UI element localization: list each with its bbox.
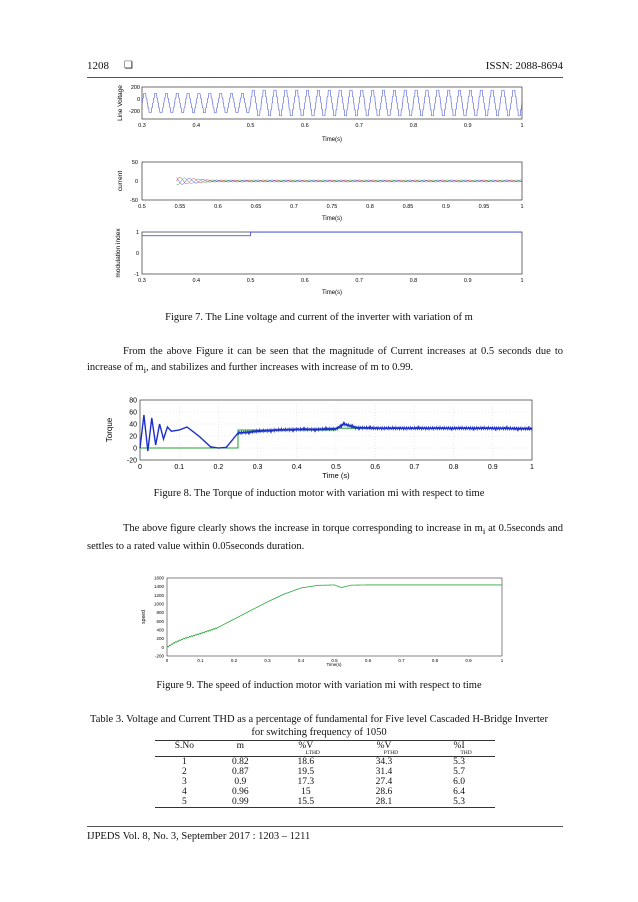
modulation-line	[142, 232, 522, 236]
torque-yticks	[127, 397, 137, 464]
x-tick-label: 0.8	[409, 278, 418, 284]
speed-ylabel: speed	[141, 610, 147, 624]
x-tick-label: 0	[165, 658, 169, 663]
y-tick-label: 200	[130, 84, 140, 91]
speed-series-line	[167, 585, 502, 647]
current-xlabel: Time(s)	[321, 216, 343, 222]
figure7-plots	[112, 82, 532, 304]
x-tick-label: 1	[520, 204, 524, 210]
x-tick-label: 0.9	[465, 658, 472, 663]
table-cell: 0.9	[234, 777, 247, 787]
y-tick-label: 400	[156, 627, 164, 633]
y-tick-label: 50	[131, 159, 138, 166]
y-tick-label: 1200	[153, 592, 164, 598]
current-xticks	[138, 204, 523, 210]
x-tick-label: 1	[520, 123, 524, 129]
y-tick-label: -200	[154, 653, 164, 659]
y-tick-label: -1	[134, 271, 139, 278]
x-tick-label: 0.3	[138, 123, 146, 129]
y-tick-label: 800	[156, 610, 164, 616]
voltage-ylabel: Line Voltage	[117, 85, 124, 121]
x-tick-label: 0.2	[230, 658, 238, 663]
modulation-ylabel: modulation index	[115, 228, 122, 278]
current-yticks	[130, 160, 138, 204]
issn: ISSN: 2088-8694	[485, 60, 563, 72]
x-tick-label: 0.6	[364, 658, 372, 663]
y-tick-label: 0	[133, 445, 137, 453]
table-cell: 5.7	[453, 767, 466, 777]
y-tick-label: 0	[135, 250, 139, 257]
x-tick-label: 0.7	[398, 658, 405, 663]
table-cell: 0.87	[232, 767, 249, 777]
current-phase-line	[177, 178, 522, 185]
y-tick-label: 1000	[153, 601, 164, 607]
current-subplot	[117, 160, 524, 222]
y-tick-label: 600	[156, 618, 164, 624]
x-tick-label: 0.7	[290, 204, 298, 210]
figure7-caption: Figure 7. The Line voltage and current of the inverter with variation of m	[165, 312, 473, 323]
table-row	[155, 767, 495, 777]
y-tick-label: 1600	[153, 575, 164, 581]
table-cell: 34.3	[375, 757, 393, 767]
x-tick-label: 0.85	[402, 204, 414, 210]
x-tick-label: 0.3	[264, 658, 271, 663]
y-tick-label: 40	[129, 421, 137, 429]
x-tick-label: 0.6	[301, 123, 309, 129]
figure9-speed-plot	[135, 572, 515, 668]
x-tick-label: 0.4	[192, 123, 201, 129]
x-tick-label: 1	[520, 278, 524, 284]
x-tick-label: 0.2	[213, 464, 224, 471]
x-tick-label: 1	[500, 658, 504, 663]
table-cell: 17.3	[297, 777, 315, 787]
figure8-torque-plot	[100, 392, 540, 480]
table-cell: 19.5	[297, 767, 315, 777]
table-cell: 28.1	[345, 797, 423, 808]
x-tick-label: 0.9	[463, 123, 472, 129]
speed-xlabel: Time(s)	[326, 662, 342, 667]
table-cell: 31.4	[375, 767, 393, 777]
y-tick-label: -200	[128, 108, 140, 115]
voltage-subplot	[117, 85, 524, 143]
x-tick-label: 0.4	[192, 278, 201, 284]
table-cell: 2	[182, 767, 187, 777]
x-tick-label: 0.7	[355, 278, 363, 284]
torque-ylabel: Torque	[105, 417, 114, 443]
y-tick-label: 60	[129, 409, 137, 417]
table3-caption-line1: Table 3. Voltage and Current THD as a percentage of fundamental for Five level Cascaded H-Bridge Inverter	[90, 714, 548, 725]
modulation-subplot	[115, 228, 524, 296]
x-tick-label: 0.5	[246, 278, 255, 284]
voltage-xlabel: Time(s)	[321, 137, 343, 143]
current-ylabel: current	[117, 170, 124, 192]
y-tick-label: -50	[130, 197, 138, 204]
table-row	[155, 777, 495, 787]
y-tick-label: 0	[136, 96, 140, 103]
x-tick-label: 0.6	[214, 204, 222, 210]
x-tick-label: 0.8	[366, 204, 374, 210]
modulation-xlabel: Time(s)	[321, 290, 343, 296]
footer-citation: IJPEDS Vol. 8, No. 3, September 2017 : 1203 – 1211	[87, 831, 311, 842]
y-tick-label: 80	[129, 397, 137, 405]
x-tick-label: 0	[138, 464, 142, 471]
x-tick-label: 0.4	[297, 658, 305, 663]
modulation-yticks	[134, 230, 139, 278]
table-cell: 18.6	[297, 757, 315, 767]
x-tick-label: 0.65	[250, 204, 262, 210]
table-cell: 0.99	[214, 797, 267, 808]
x-tick-label: 0.4	[291, 464, 302, 471]
table-cell: 6.0	[453, 777, 466, 787]
table-cell: 0.82	[232, 757, 249, 767]
table-cell: 15	[301, 787, 311, 797]
header-sno: S.No	[155, 741, 214, 757]
table-cell: 3	[182, 777, 187, 787]
x-tick-label: 1	[530, 464, 534, 471]
table-row	[155, 797, 495, 808]
x-tick-label: 0.3	[252, 464, 263, 471]
modulation-xticks	[138, 278, 523, 284]
footer-rule	[87, 826, 563, 827]
modulation-axes-frame	[142, 232, 522, 274]
x-tick-label: 0.5	[331, 464, 341, 471]
table-cell: 5.3	[423, 797, 495, 808]
table-cell: 5.3	[453, 757, 466, 767]
x-tick-label: 0.5	[331, 658, 338, 663]
table-row	[155, 757, 495, 768]
paragraph-2: The above figure clearly shows the increase in torque corresponding to increase in $m_i$ at 0.5seconds and settles to a rated value within 0.05seconds duration.	[87, 523, 563, 553]
speed-line	[167, 585, 502, 647]
y-tick-label: 1	[135, 229, 139, 236]
x-tick-label: 0.8	[431, 658, 439, 663]
table-header-row	[155, 741, 495, 757]
figure8-caption: Figure 8. The Torque of induction motor with variation mi with respect to time	[153, 488, 485, 499]
y-tick-label: 0	[134, 178, 138, 185]
voltage-series-line	[142, 90, 522, 116]
modulation-series-line	[142, 232, 522, 236]
table-cell: 5	[155, 797, 214, 808]
table-cell: 4	[182, 787, 187, 797]
header-square-icon: ❏	[124, 60, 133, 71]
current-waveform	[177, 178, 522, 185]
table-cell: 6.4	[453, 787, 466, 797]
table-cell: 0.96	[232, 787, 249, 797]
x-tick-label: 0.75	[326, 204, 338, 210]
speed-axes-frame	[167, 578, 502, 656]
torque-xticks	[138, 464, 534, 471]
y-tick-label: 20	[129, 433, 137, 441]
x-tick-label: 0.9	[487, 464, 498, 471]
x-tick-label: 0.55	[174, 204, 186, 210]
table-cell: 27.4	[375, 777, 393, 787]
table3	[155, 740, 495, 808]
table-row	[155, 787, 495, 797]
y-tick-label: 200	[156, 636, 164, 642]
x-tick-label: 0.9	[442, 204, 450, 210]
header-ithd: %I THD	[423, 741, 495, 757]
header-vlthd: %V LTHD	[267, 741, 345, 757]
header-m: m	[214, 741, 267, 757]
x-tick-label: 0.95	[478, 204, 490, 210]
x-tick-label: 0.7	[355, 123, 363, 129]
x-tick-label: 0.7	[409, 464, 420, 471]
x-tick-label: 0.6	[370, 464, 381, 471]
header-vpthd: %V PTHD	[345, 741, 423, 757]
x-tick-label: 0.6	[301, 278, 309, 284]
torque-xlabel: Time (s)	[322, 471, 350, 480]
x-tick-label: 0.3	[138, 278, 146, 284]
table-cell: 15.5	[267, 797, 345, 808]
table-cell: 28.6	[375, 787, 393, 797]
paragraph-1: From the above Figure it can be seen that the magnitude of Current increases at 0.5 seconds due to increase of $m_i$, and stabilizes and further increases with increase of m to 0.99.	[87, 346, 563, 376]
header-rule	[87, 77, 563, 78]
x-tick-label: 0.5	[246, 123, 255, 129]
voltage-yticks	[129, 85, 140, 115]
y-tick-label: 0	[161, 644, 164, 650]
speed-yticks	[154, 576, 165, 659]
y-tick-label: 1400	[153, 584, 164, 590]
x-tick-label: 0.5	[138, 204, 146, 210]
page-number: 1208	[87, 60, 109, 72]
voltage-waveform	[142, 90, 522, 116]
y-tick-label: -20	[126, 457, 137, 465]
figure9-caption: Figure 9. The speed of induction motor with variation mi with respect to time	[156, 680, 482, 691]
table-cell: 1	[182, 757, 187, 767]
x-tick-label: 0.1	[197, 658, 204, 663]
x-tick-label: 0.9	[463, 278, 472, 284]
x-tick-label: 0.8	[409, 123, 418, 129]
table3-caption-line2: for switching frequency of 1050	[251, 727, 387, 738]
voltage-xticks	[138, 123, 523, 129]
x-tick-label: 0.8	[448, 464, 459, 471]
x-tick-label: 0.1	[174, 464, 185, 471]
